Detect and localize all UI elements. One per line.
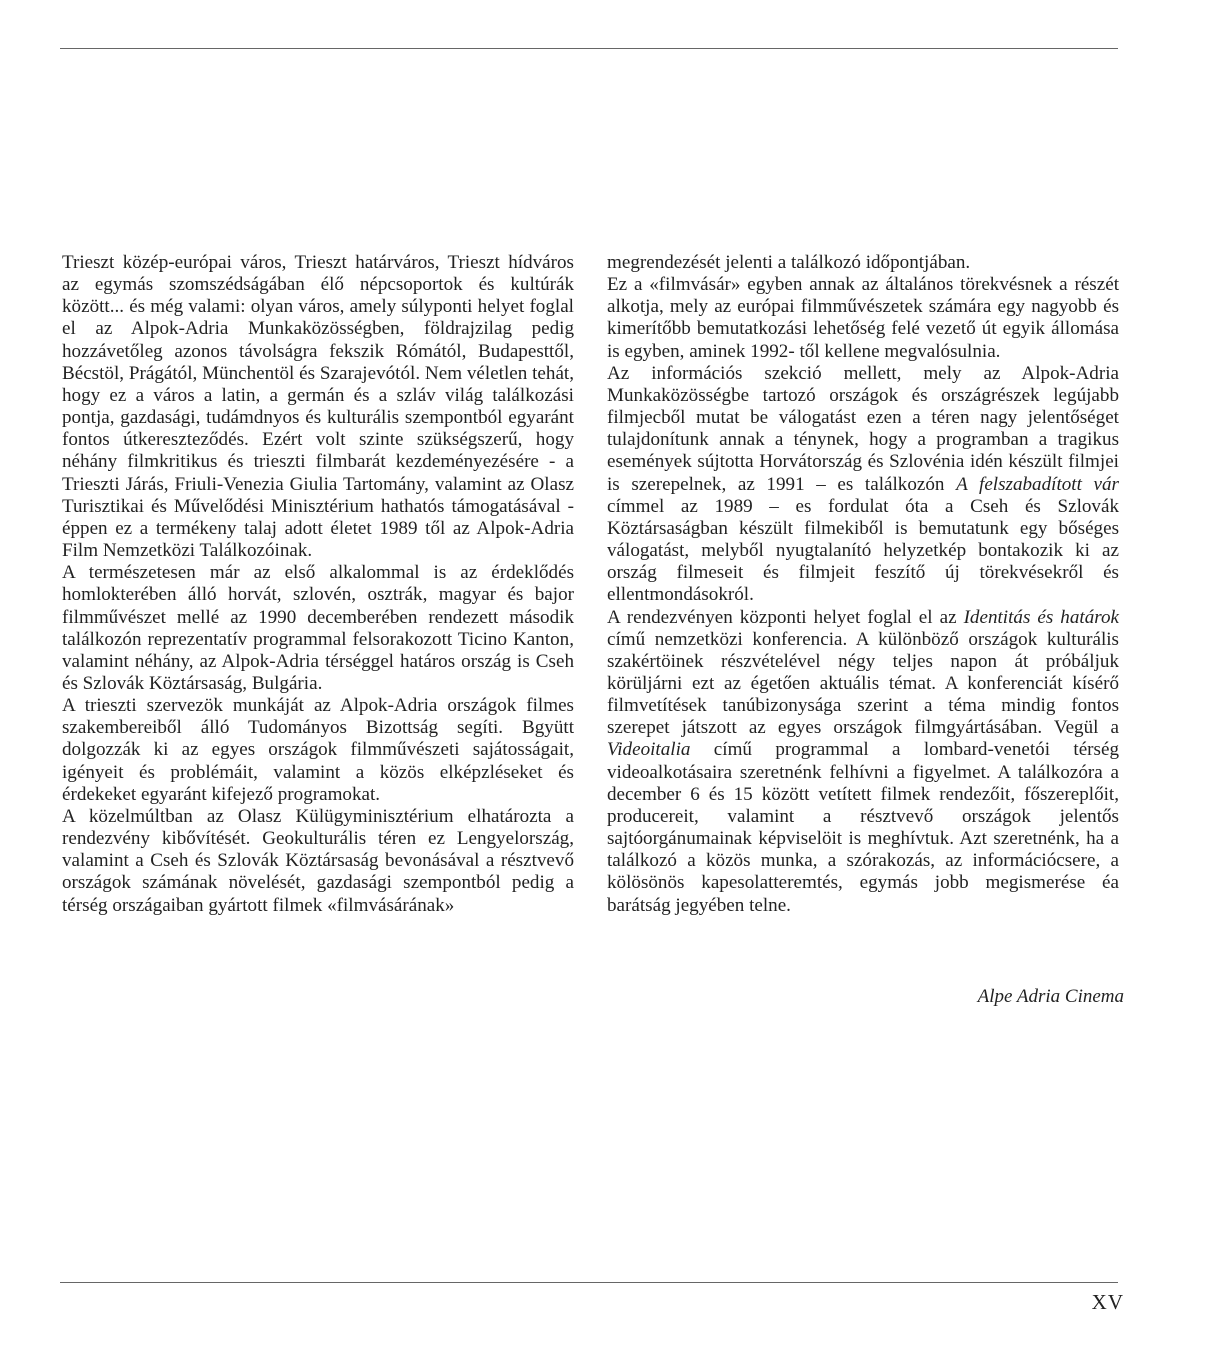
right-paragraph-2: Ez a «filmvásár» egyben annak az általános törekvésnek a részét alkotja, mely az európai filmművészetek számára egy nagyobb és kimerítőbb bemutatkozási lehetőség felé vezető út egyik állomása is egyben, aminek 1992- től kellene megvalósulnia. [607, 274, 1119, 362]
text-run: Az információs szekció mellett, mely az Alpok-Adria Munkaközösségbe tartozó országok és országrészek legújabb filmjecből mutat be válogatást ezen a téren nagy jelentőséget tulajdonítunk annak a ténynek, hogy a programban a tragikus események sújtotta Horvátország és Szlovénia idén készült filmjei is szerepelnek, az 1991 – es találkozón [607, 362, 1119, 495]
signature: Alpe Adria Cinema [977, 986, 1124, 1007]
left-paragraph-1: Trieszt közép-európai város, Trieszt határváros, Trieszt hídváros az egymás szomszédságában élő népcsoportok és kultúrák között... és még valami: olyan város, amely súlyponti helyet foglal el az Alpok-Adria Munkaközösségben, földrajzilag pedig hozzávetőleg azonos távolságra fekszik Rómától, Budapesttől, Bécstöl, Prágától, Münchentöl és Szarajevótól. Nem véletlen tehát, hogy ez a város a latin, a germán és a szláv világ találkozási pontja, gazdasági, tudámdnyos és kulturális szempontból egyaránt fontos útkereszteződés. Ezért volt szinte szükségszerű, hogy néhány filmkritikus és trieszti filmbarát kezdeményezésére - a Trieszti Járás, Friuli-Venezia Giulia Tartomány, valamint az Olasz Turisztikai és Művelődési Minisztérium hathatós támogatásával - éppen ez a termékeny talaj adott életet 1989 től az Alpok-Adria Film Nemzetközi Találkozóinak. [62, 252, 574, 562]
right-paragraph-4 [607, 607, 1119, 917]
program-title: Videoitalia [607, 739, 691, 761]
left-column [62, 252, 574, 917]
conference-title: Identitás és határok [963, 606, 1119, 628]
text-run: című programmal a lombard-venetói térség videoalkotásaira szeretnénk felhívni a figyelmet. A találkozóra a december 6 és 15 között vetített filmek rendezőit, főszereplőit, producereit, valamint a résztvevő országok jelentős sajtóorgánumainak képviselöit is meghívtuk. Azt szeretnénk, ha a találkozó a közös munka, a szórakozás, az információcsere, a kölösönös kapesolatteremtés, egymás jobb megismerése éa barátság jegyében telne. [607, 739, 1119, 916]
page-number: XV [1091, 1290, 1124, 1314]
right-paragraph-1: megrendezését jelenti a találkozó időpontjában. [607, 252, 971, 273]
top-rule [60, 48, 1118, 49]
text-run: című nemzetközi konferencia. A különböző országok kulturális szakértöinek részvételével négy teljes napon át próbáljuk körüljárni ezt az égetően aktuális témat. A konferenciát kísérő filmvetítések tanúbizonysága szerint a téma mindig fontos szerepet játszott az egyes országok filmgyártásában. Vegül a [607, 628, 1119, 739]
left-paragraph-2: A természetesen már az első alkalommal is az érdeklődés homlokterében álló horvát, szlovén, osztrák, magyar és bajor filmművészet mellé az 1990 decemberében rendezett második találkozón reprezentatív programmal felsorakozott Ticino Kanton, valamint néhány, az Alpok-Adria térséggel határos ország is Cseh és Szlovák Köztársaság, Bulgária. [62, 562, 574, 694]
right-column [607, 252, 1119, 917]
left-paragraph-3: A trieszti szervezök munkáját az Alpok-Adria országok filmes szakembereiből álló Tudományos Bizottság segíti. Bgyütt dolgozzák ki az egyes országok filmművészeti sajátosságait, igényeit és problémáit, valamint a közös elképzléseket és érdekeket egyaránt kifejező programokat. [62, 695, 574, 805]
left-paragraph-4: A közelmúltban az Olasz Külügyminisztérium elhatározta a rendezvény kibővítését. Geokulturális téren ez Lengyelország, valamint a Cseh és Szlovák Köztársaság bevonásával a résztvevő országok számának növelését, gazdasági szempontból pedig a térség országaiban gyártott filmek «filmvásárának» [62, 805, 574, 916]
right-paragraph-3 [607, 363, 1119, 607]
film-title: A felszabadított vár [956, 473, 1119, 495]
text-run: címmel az 1989 – es fordulat óta a Cseh és Szlovák Köztársaságban készült filmekiből is bemutatunk egy bőséges válogatást, melyből nyugtalanító helyzetkép bontakozik ki az ország filmeseit és filmjeit feszítő új törekvésekről és ellentmondásokról. [607, 495, 1119, 606]
text-run: A rendezvényen központi helyet foglal el az [607, 606, 964, 628]
bottom-rule [60, 1282, 1118, 1283]
